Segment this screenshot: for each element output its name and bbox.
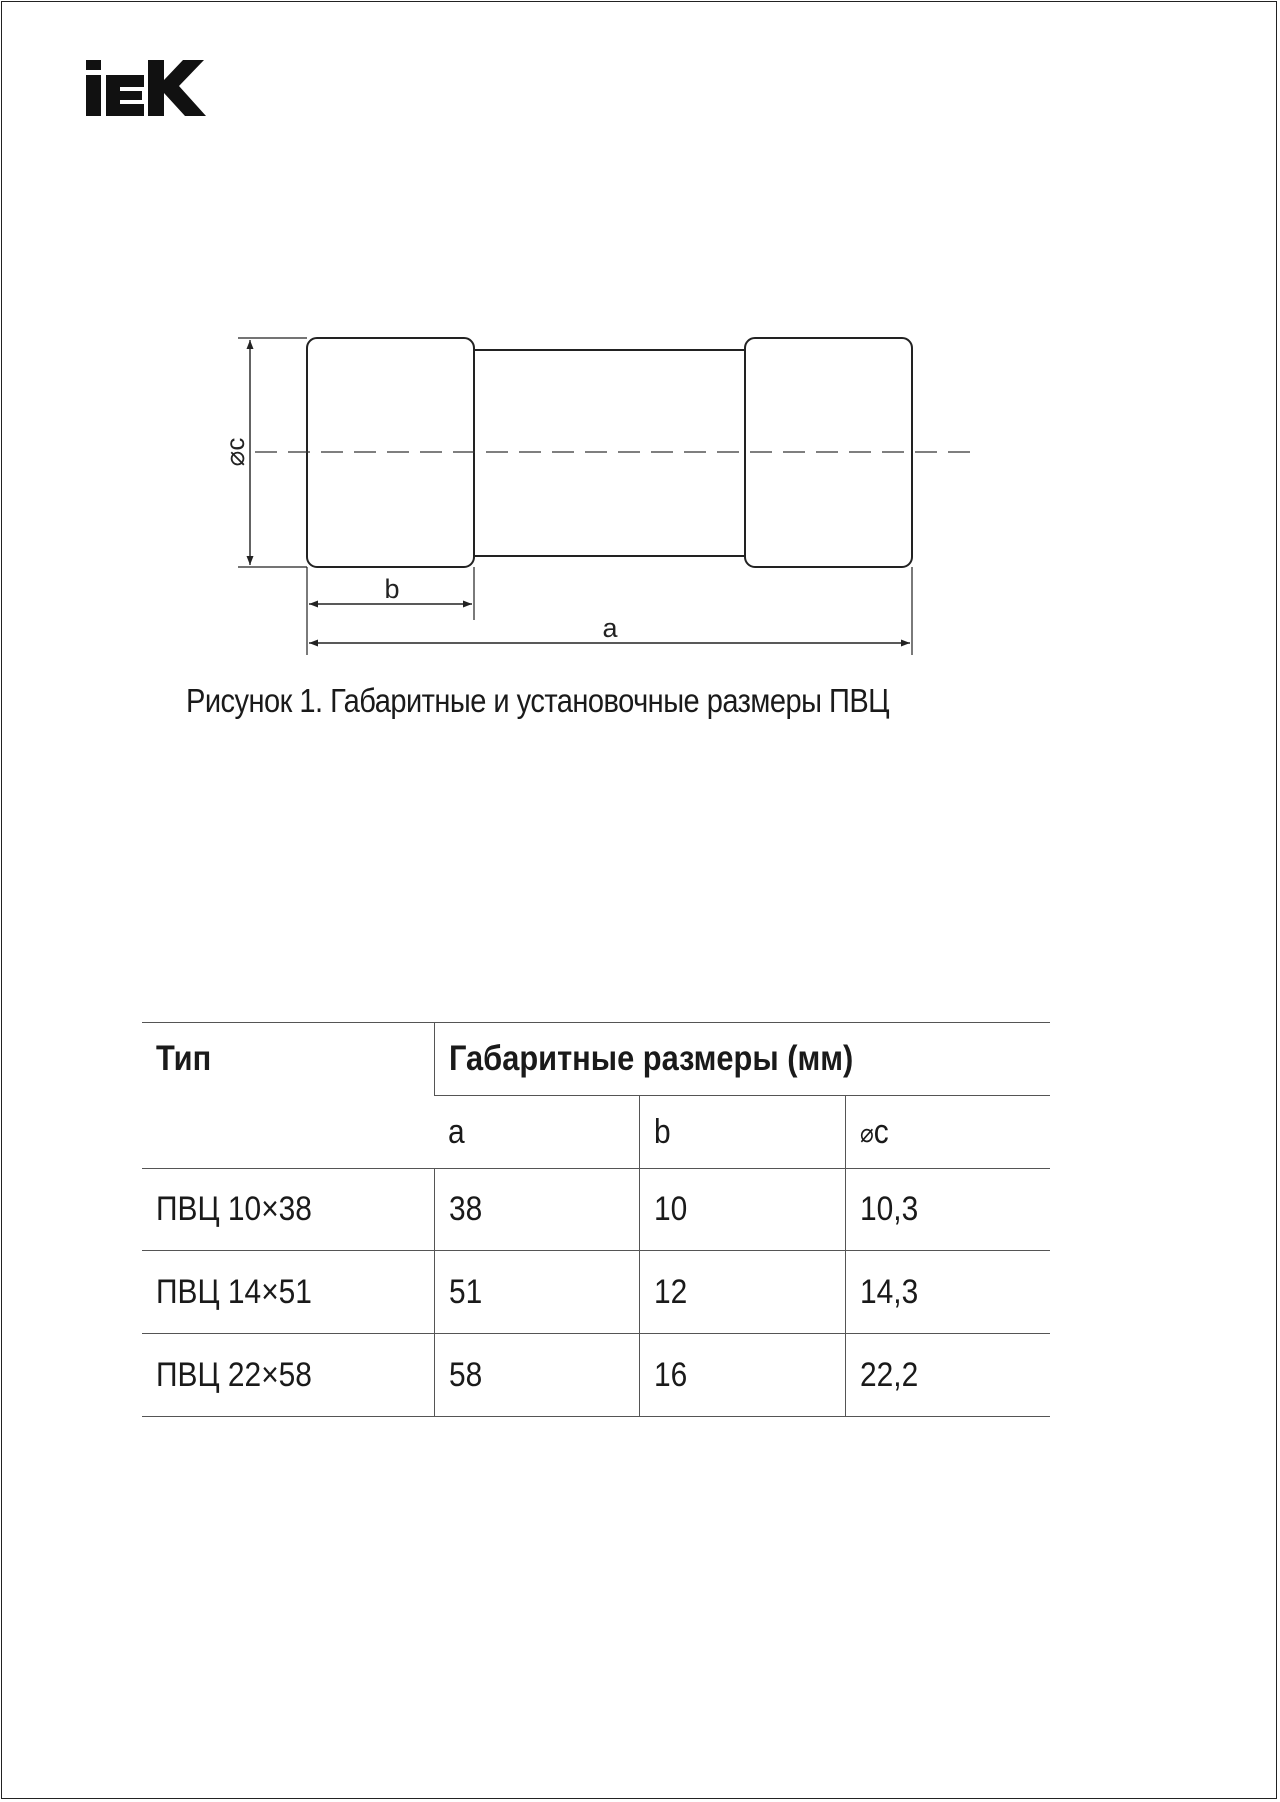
row-b: 10 [653, 1190, 687, 1228]
cell-b [639, 1251, 845, 1334]
row-c: 22,2 [859, 1355, 918, 1394]
header-type: Тип [156, 1039, 212, 1078]
cell-b [639, 1334, 845, 1417]
figure-caption: Рисунок 1. Габаритные и установочные размеры ПВЦ [186, 682, 890, 719]
cell-b [639, 1169, 845, 1251]
cell-c [845, 1251, 1050, 1334]
cell-type [142, 1334, 434, 1417]
subheader-b: b [653, 1112, 671, 1151]
cell-a [434, 1251, 639, 1334]
header-dims-cell [434, 1023, 1050, 1096]
subheader-a-cell [434, 1096, 639, 1169]
table-row [142, 1169, 1050, 1251]
subheader-b-cell [639, 1096, 845, 1169]
row-c: 10,3 [859, 1190, 918, 1228]
diameter-label: ⌀c [220, 437, 250, 467]
row-type: ПВЦ 22×58 [156, 1355, 312, 1394]
dimensions-table [142, 1022, 1050, 1417]
a-label: a [602, 613, 618, 643]
cell-c [845, 1334, 1050, 1417]
cell-a [434, 1169, 639, 1251]
row-b: 16 [653, 1355, 687, 1394]
b-label: b [384, 574, 400, 604]
subheader-c: c [873, 1112, 889, 1151]
diameter-symbol: ⌀ [859, 1117, 874, 1148]
row-a: 58 [448, 1355, 482, 1394]
cell-a [434, 1334, 639, 1417]
subheader-a: a [448, 1112, 465, 1151]
row-a: 51 [448, 1272, 482, 1311]
table-row [142, 1334, 1050, 1417]
row-c: 14,3 [859, 1272, 918, 1311]
cell-c [845, 1169, 1050, 1251]
header-type-cell [142, 1023, 434, 1169]
fuse-body [470, 350, 748, 556]
header-dimensions: Габаритные размеры (мм) [448, 1039, 853, 1078]
cell-type [142, 1169, 434, 1251]
fuse-dimension-drawing [0, 0, 1280, 700]
row-type: ПВЦ 14×51 [156, 1272, 312, 1311]
row-type: ПВЦ 10×38 [156, 1190, 312, 1228]
row-b: 12 [653, 1272, 687, 1311]
subheader-c-cell [845, 1096, 1050, 1169]
table-row [142, 1251, 1050, 1334]
row-a: 38 [448, 1190, 482, 1228]
cell-type [142, 1251, 434, 1334]
